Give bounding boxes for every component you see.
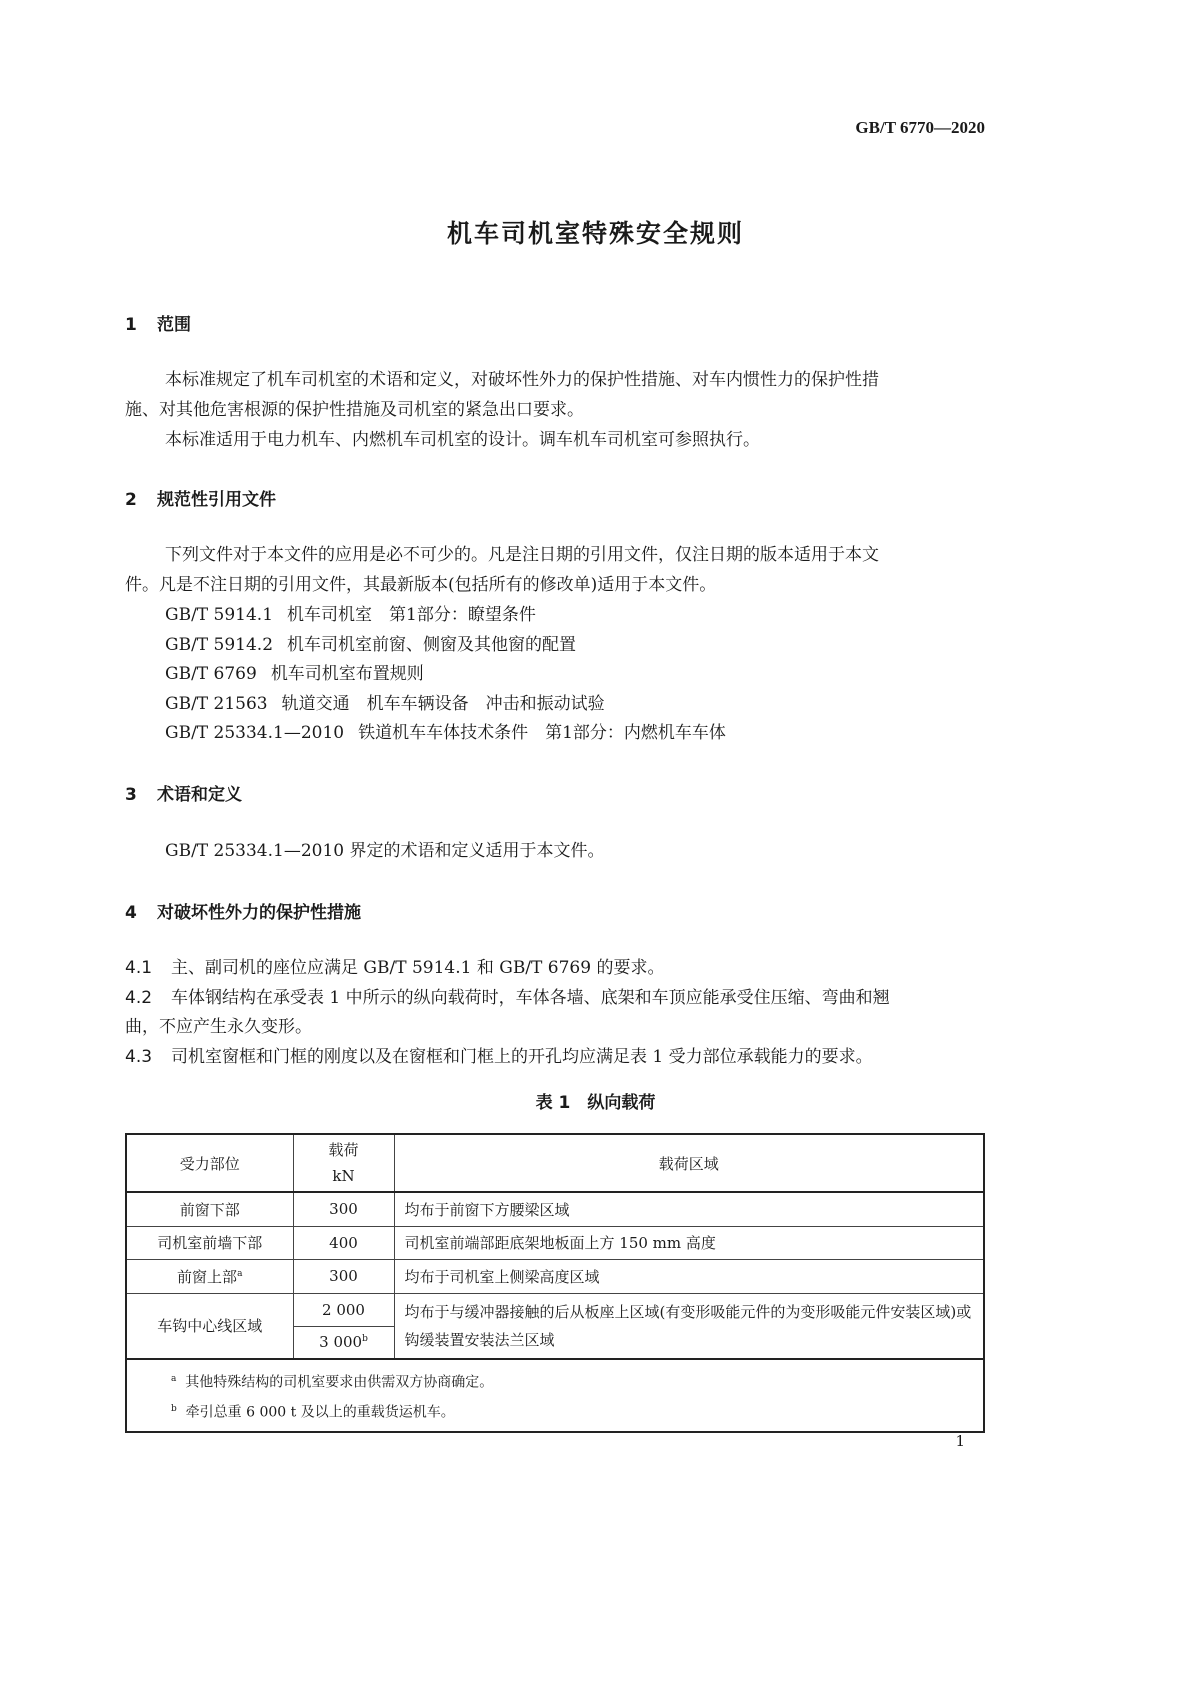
cell-part: 司机室前墙下部 [126,1226,293,1259]
cell-load-heavy: 3 000$^b$ [293,1326,394,1359]
section-heading-protection: 4 对破坏性外力的保护性措施 [125,903,361,923]
refs-intro-line: 下列文件对于本文件的应用是必不可少的。凡是注日期的引用文件，仅注日期的版本适用于本文 [165,545,879,565]
cell-part: 前窗上部$^a$ [126,1259,293,1293]
section-heading-scope: 1 范围 [125,315,191,335]
footnote: $^b$ 牵引总重 6 000 t 及以上的重载货运机车。 [171,1403,455,1421]
footnote: $^a$ 其他特殊结构的司机室要求由供需双方协商确定。 [171,1374,494,1391]
section-heading-normative-references: 2 规范性引用文件 [125,490,276,510]
table-row [126,1259,984,1293]
clause-4-2: 4.2 车体钢结构在承受表 1 中所示的纵向载荷时，车体各墙、底架和车顶应能承受住压缩、弯曲和翘 [125,988,890,1008]
cell-area: 均布于与缓冲器接触的后从板座上区域(有变形吸能元件的为变形吸能元件安装区域)或钩缓装置安装法兰区域 [394,1293,984,1359]
table-footnotes [126,1359,984,1432]
table-row [126,1226,984,1259]
reference-item: GB/T 25334.1—2010 铁道机车车体技术条件 第1部分：内燃机车车体 [165,723,726,743]
header-load: 载荷 kN [293,1134,394,1192]
cell-load: 300 [293,1192,394,1226]
table-row [126,1192,984,1226]
scope-paragraph-line: 施、对其他危害根源的保护性措施及司机室的紧急出口要求。 [125,400,584,420]
footnotes-cell [126,1359,984,1432]
scope-paragraph: 本标准适用于电力机车、内燃机车司机室的设计。调车机车司机室可参照执行。 [165,430,760,450]
cell-part: 前窗下部 [126,1192,293,1226]
clause-4-1: 4.1 主、副司机的座位应满足 GB/T 5914.1 和 GB/T 6769 的要求。 [125,958,665,978]
table-header-row [126,1134,984,1192]
cell-area: 均布于司机室上侧梁高度区域 [394,1259,984,1293]
table-caption: 表 1 纵向载荷 [535,1093,656,1113]
standard-number: GB/T 6770—2020 [855,118,985,137]
cell-area: 均布于前窗下方腰梁区域 [394,1192,984,1226]
reference-item: GB/T 5914.1 机车司机室 第1部分：瞭望条件 [165,605,536,625]
cell-area: 司机室前端部距底架地板面上方 150 mm 高度 [394,1226,984,1259]
section-heading-terms: 3 术语和定义 [125,785,242,805]
clause-4-2-continuation: 曲，不应产生永久变形。 [125,1017,312,1037]
terms-paragraph: GB/T 25334.1—2010 界定的术语和定义适用于本文件。 [165,841,605,861]
header-part: 受力部位 [126,1134,293,1192]
cell-load: 400 [293,1226,394,1259]
reference-item: GB/T 5914.2 机车司机室前窗、侧窗及其他窗的配置 [165,635,577,655]
cell-load: 300 [293,1259,394,1293]
reference-item: GB/T 6769 机车司机室布置规则 [165,664,424,684]
longitudinal-load-table [125,1133,985,1433]
reference-item: GB/T 21563 轨道交通 机车车辆设备 冲击和振动试验 [165,694,605,714]
table-row [126,1293,984,1326]
scope-paragraph-line: 本标准规定了机车司机室的术语和定义，对破坏性外力的保护性措施、对车内惯性力的保护性措 [165,370,879,390]
document-title: 机车司机室特殊安全规则 [446,219,744,248]
header-area: 载荷区域 [394,1134,984,1192]
page-number: 1 [955,1432,965,1450]
refs-intro-line: 件。凡是不注日期的引用文件，其最新版本(包括所有的修改单)适用于本文件。 [125,575,717,595]
cell-load: 2 000 [293,1293,394,1326]
clause-4-3: 4.3 司机室窗框和门框的刚度以及在窗框和门框上的开孔均应满足表 1 受力部位承载能力的要求。 [125,1047,873,1067]
cell-part: 车钩中心线区域 [126,1293,293,1359]
